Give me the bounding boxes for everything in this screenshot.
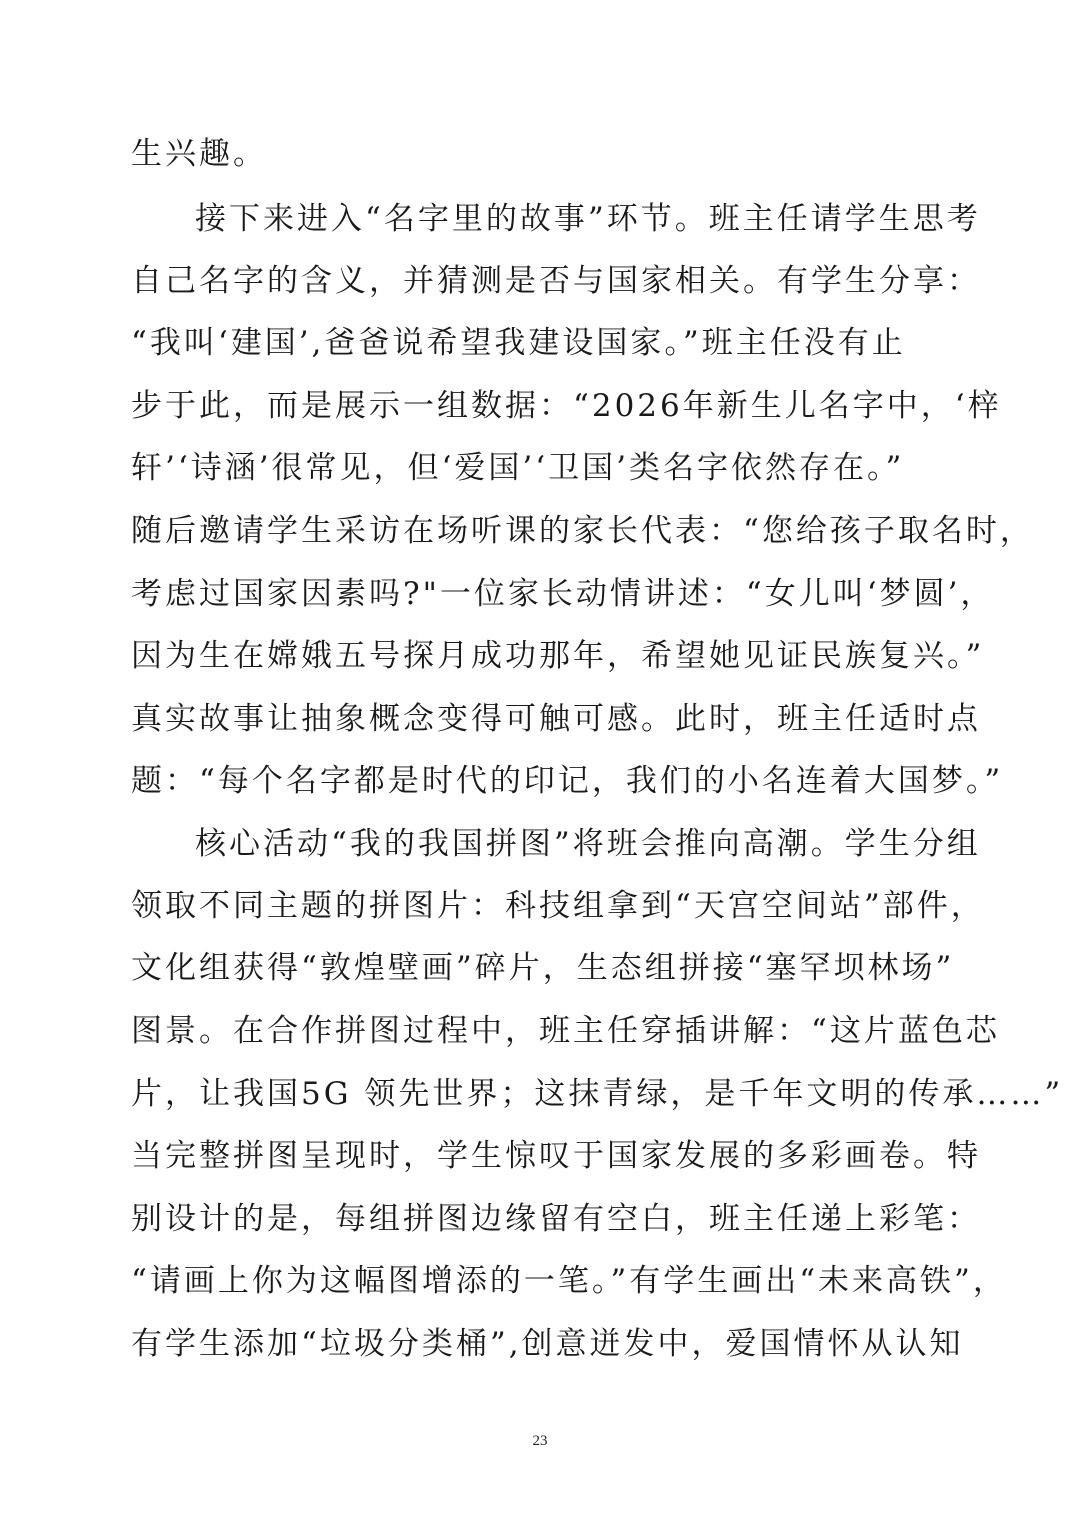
text-line: 文化组获得“敦煌壁画”碎片，生态组拼接“塞罕坝林场” [131, 950, 955, 986]
text-line: 题：“每个名字都是时代的印记，我们的小名连着大国梦。” [131, 763, 1004, 799]
text-line: 片，让我国5G 领先世界；这抹青绿，是千年文明的传承……” [131, 1076, 1064, 1112]
text-line: 步于此，而是展示一组数据：“2026年新生儿名字中，‘梓 [131, 388, 1002, 424]
text-line: 有学生添加“垃圾分类桶”,创意迸发中，爱国情怀从认知 [131, 1326, 964, 1362]
text-line: 图景。在合作拼图过程中，班主任穿插讲解：“这片蓝色芯 [131, 1013, 1000, 1049]
text-line: 别设计的是，每组拼图边缘留有空白，班主任递上彩笔： [131, 1201, 981, 1237]
text-line: 因为生在嫦娥五号探月成功那年，希望她见证民族复兴。” [131, 638, 985, 674]
text-line: 真实故事让抽象概念变得可触可感。此时，班主任适时点 [131, 701, 981, 737]
text-line: 领取不同主题的拼图片：科技组拿到“天宫空间站”部件， [131, 888, 985, 924]
text-line: “我叫‘建国’,爸爸说希望我建设国家。”班主任没有止 [131, 325, 906, 361]
paragraph-start-line: 接下来进入“名字里的故事”环节。班主任请学生思考 [195, 201, 981, 237]
text-line: 考虑过国家因素吗?"一位家长动情讲述：“女儿叫‘梦圆’， [131, 576, 995, 612]
text-line: 随后邀请学生采访在场听课的家长代表：“您给孩子取名时， [131, 513, 1034, 549]
text-line: 轩’‘诗涵’很常见，但‘爱国’‘卫国’类名字依然存在。” [131, 450, 905, 486]
paragraph-start-line: 核心活动“我的我国拼图”将班会推向高潮。学生分组 [195, 826, 981, 862]
text-line: 当完整拼图呈现时，学生惊叹于国家发展的多彩画卷。特 [131, 1138, 981, 1174]
text-line: 自己名字的含义，并猜测是否与国家相关。有学生分享： [131, 263, 981, 299]
text-line: “请画上你为这幅图增添的一笔。”有学生画出“未来高铁”， [131, 1263, 1007, 1299]
page-number: 23 [532, 1433, 548, 1449]
text-line: 生兴趣。 [131, 136, 267, 172]
